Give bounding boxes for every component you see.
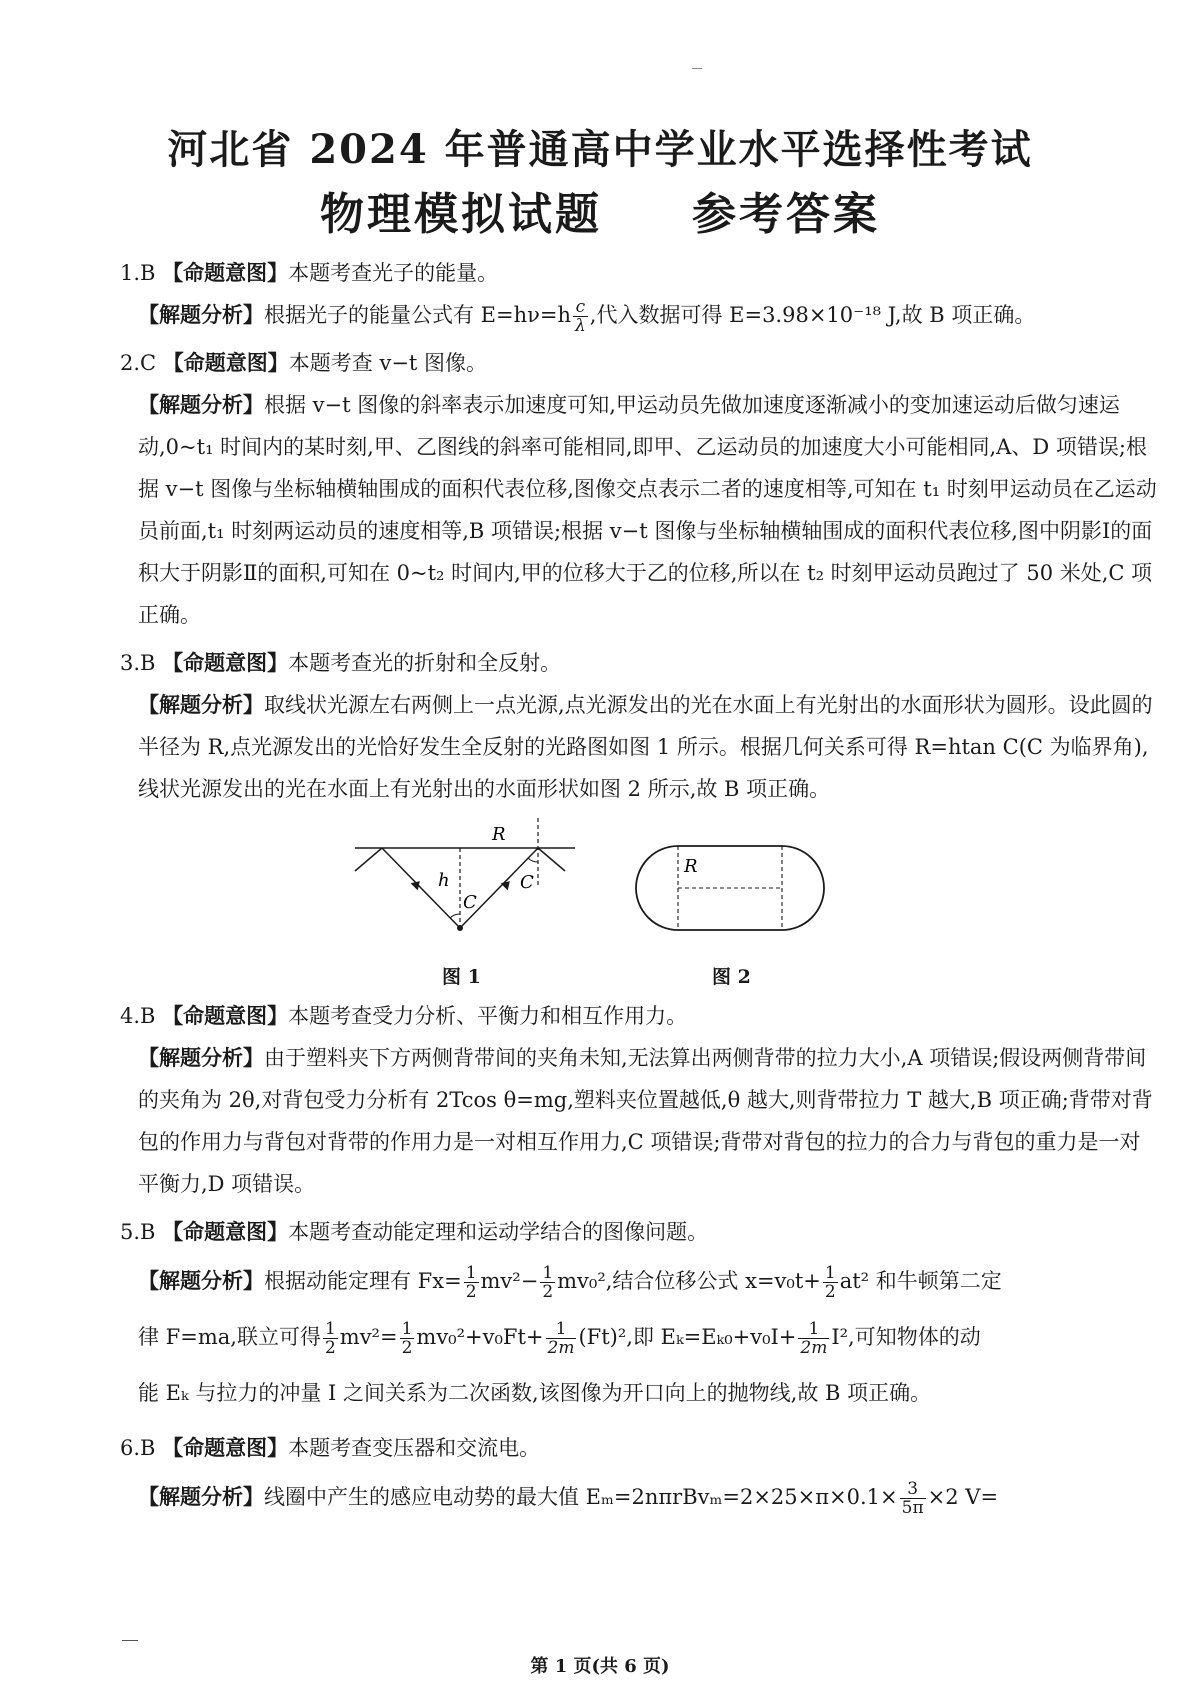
question-number: 6.B <box>120 1436 156 1460</box>
intent-label: 【命题意图】 <box>162 1003 289 1028</box>
figure-1 <box>350 816 590 986</box>
fraction <box>823 1264 838 1301</box>
fraction-numerator: 1 <box>401 1319 413 1339</box>
intent-text: 本题考查 v−t 图像。 <box>288 351 488 375</box>
question-1-heading <box>120 252 1160 294</box>
intent-text: 本题考查光子的能量。 <box>288 261 499 285</box>
intent-label: 【命题意图】 <box>162 1219 289 1244</box>
figures-row <box>120 816 1160 991</box>
label-R: R <box>492 824 506 845</box>
analysis-text: 根据动能定理有 Fx= <box>264 1269 462 1293</box>
question-5-analysis <box>138 1253 1160 1421</box>
analysis-text: I²,可知物体的动 <box>831 1325 981 1349</box>
fraction <box>540 1264 555 1301</box>
fraction <box>798 1320 829 1357</box>
analysis-label: 【解题分析】 <box>138 1484 264 1509</box>
analysis-text: 能 Eₖ 与拉力的冲量 I 之间关系为二次函数,该图像为开口向上的抛物线,故 B 项正确。 <box>138 1381 932 1405</box>
scan-mark <box>692 68 702 69</box>
analysis-text: ×2 V= <box>927 1485 999 1509</box>
question-2-analysis <box>138 384 1160 636</box>
fraction <box>323 1320 338 1357</box>
subtitle-right: 参考答案 <box>692 189 880 240</box>
fraction-numerator: 1 <box>324 1319 336 1339</box>
analysis-label: 【解题分析】 <box>138 392 264 417</box>
fraction-denominator: 2m <box>800 1338 828 1358</box>
analysis-text: mv²= <box>339 1325 398 1349</box>
question-2-heading <box>120 342 1160 384</box>
fraction-numerator: 1 <box>546 1320 577 1339</box>
label-C-source: C <box>463 892 477 913</box>
answers <box>120 252 1160 1531</box>
intent-label: 【命题意图】 <box>162 1435 289 1460</box>
label-R: R <box>684 856 698 877</box>
fraction-denominator: 2 <box>401 1338 413 1358</box>
subtitle-left: 物理模拟试题 <box>320 189 602 240</box>
intent-text: 本题考查变压器和交流电。 <box>288 1436 541 1460</box>
question-1-analysis <box>138 294 1160 336</box>
analysis-text: mv₀²+v₀Ft+ <box>416 1325 544 1349</box>
analysis-text: at² 和牛顿第二定 <box>839 1269 1002 1293</box>
margin-mark <box>122 1640 138 1641</box>
fraction-denominator: 2 <box>542 1282 554 1302</box>
question-4-heading <box>120 995 1160 1037</box>
fraction <box>900 1480 926 1517</box>
fraction-numerator: 1 <box>824 1263 836 1283</box>
question-3-analysis <box>138 684 1160 810</box>
question-6-heading <box>120 1427 1160 1469</box>
question-6-analysis <box>138 1469 1160 1525</box>
intent-label: 【命题意图】 <box>162 650 289 675</box>
fraction <box>400 1320 415 1357</box>
fraction-denominator: 2 <box>465 1282 477 1302</box>
fraction <box>573 298 588 335</box>
analysis-text: 线圈中产生的感应电动势的最大值 Eₘ=2nπrBvₘ=2×25×π×0.1× <box>264 1485 898 1509</box>
figure-2 <box>630 816 830 986</box>
fraction-denominator: 5π <box>901 1498 924 1518</box>
analysis-text: 根据光子的能量公式有 E=hν=h <box>264 303 572 327</box>
analysis-label: 【解题分析】 <box>138 302 264 327</box>
intent-text: 本题考查动能定理和运动学结合的图像问题。 <box>288 1220 709 1244</box>
question-4-analysis <box>138 1037 1160 1205</box>
question-number: 1.B <box>120 261 156 285</box>
question-number: 5.B <box>120 1220 156 1244</box>
fraction <box>546 1320 577 1357</box>
question-5-heading <box>120 1211 1160 1253</box>
intent-label: 【命题意图】 <box>162 350 289 375</box>
label-C-surface: C <box>520 872 534 893</box>
fraction-numerator: 1 <box>465 1263 477 1283</box>
fraction-numerator: 1 <box>542 1263 554 1283</box>
fraction-denominator: 2 <box>824 1282 836 1302</box>
fraction-denominator: λ <box>575 316 586 336</box>
figure-2-caption: 图 2 <box>712 966 751 988</box>
analysis-text: 根据 v−t 图像的斜率表示加速度可知,甲运动员先做加速度逐渐减小的变加速运动后做匀速运动,0~t₁ 时间内的某时刻,甲、乙图线的斜率可能相同,即甲、乙运动员的加速度大小可能相同,A、D 项错误;根据 v−t 图像与坐标轴横轴围成的面积代表位移,图像交点表示二者的速度相等,可知在 t₁ 时刻甲运动员在乙运动员前面,t₁ 时刻两运动员的速度相等,B 项错误;根据 v−t 图像与坐标轴横轴围成的面积代表位移,图中阴影Ⅰ的面积大于阴影Ⅱ的面积,可知在 0~t₂ 时间内,甲的位移大于乙的位移,所以在 t₂ 时刻甲运动员跑过了 50 米处,C 项正确。 <box>138 393 1157 627</box>
page-footer: 第 1 页(共 6 页) <box>530 1656 670 1677</box>
page-subtitle <box>0 178 1200 242</box>
fraction-numerator: c <box>573 298 588 317</box>
analysis-text: 取线状光源左右两侧上一点光源,点光源发出的光在水面上有光射出的水面形状为圆形。设此圆的半径为 R,点光源发出的光恰好发生全反射的光路图如图 1 所示。根据几何关系可得 R=htan C(C 为临界角),线状光源发出的光在水面上有光射出的水面形状如图 2 所示,故 B 项正确。 <box>138 693 1153 801</box>
fraction-denominator: 2 <box>324 1338 336 1358</box>
analysis-text: (Ft)²,即 Eₖ=Eₖ₀+v₀I+ <box>578 1325 797 1349</box>
question-number: 4.B <box>120 1004 156 1028</box>
page-title: 河北省 2024 年普通高中学业水平选择性考试 <box>167 126 1033 173</box>
fraction-numerator: 3 <box>900 1480 926 1499</box>
fraction-numerator: 1 <box>798 1320 829 1339</box>
fraction <box>464 1264 479 1301</box>
analysis-text: ,代入数据可得 E=3.98×10⁻¹⁸ J,故 B 项正确。 <box>589 303 1036 327</box>
intent-label: 【命题意图】 <box>162 260 289 285</box>
intent-text: 本题考查受力分析、平衡力和相互作用力。 <box>288 1004 688 1028</box>
fraction-denominator: 2m <box>547 1338 575 1358</box>
analysis-label: 【解题分析】 <box>138 1045 264 1070</box>
question-number: 2.C <box>120 351 157 375</box>
question-3-heading <box>120 642 1160 684</box>
analysis-label: 【解题分析】 <box>138 692 264 717</box>
analysis-text: mv²− <box>480 1269 539 1293</box>
analysis-text: 律 F=ma,联立可得 <box>138 1325 321 1349</box>
intent-text: 本题考查光的折射和全反射。 <box>288 651 562 675</box>
analysis-text: mv₀²,结合位移公式 x=v₀t+ <box>557 1269 821 1293</box>
label-h: h <box>438 870 450 891</box>
analysis-label: 【解题分析】 <box>138 1268 264 1293</box>
analysis-text: 由于塑料夹下方两侧背带间的夹角未知,无法算出两侧背带的拉力大小,A 项错误;假设两侧背带间的夹角为 2θ,对背包受力分析有 2Tcos θ=mg,塑料夹位置越低,θ 越大,则背带拉力 T 越大,B 项正确;背带对背包的作用力与背包对背带的作用力是一对相互作用力,C 项错误;背带对背包的拉力的合力与背包的重力是一对平衡力,D 项错误。 <box>138 1046 1153 1196</box>
question-number: 3.B <box>120 651 156 675</box>
figure-1-caption: 图 1 <box>442 966 481 988</box>
